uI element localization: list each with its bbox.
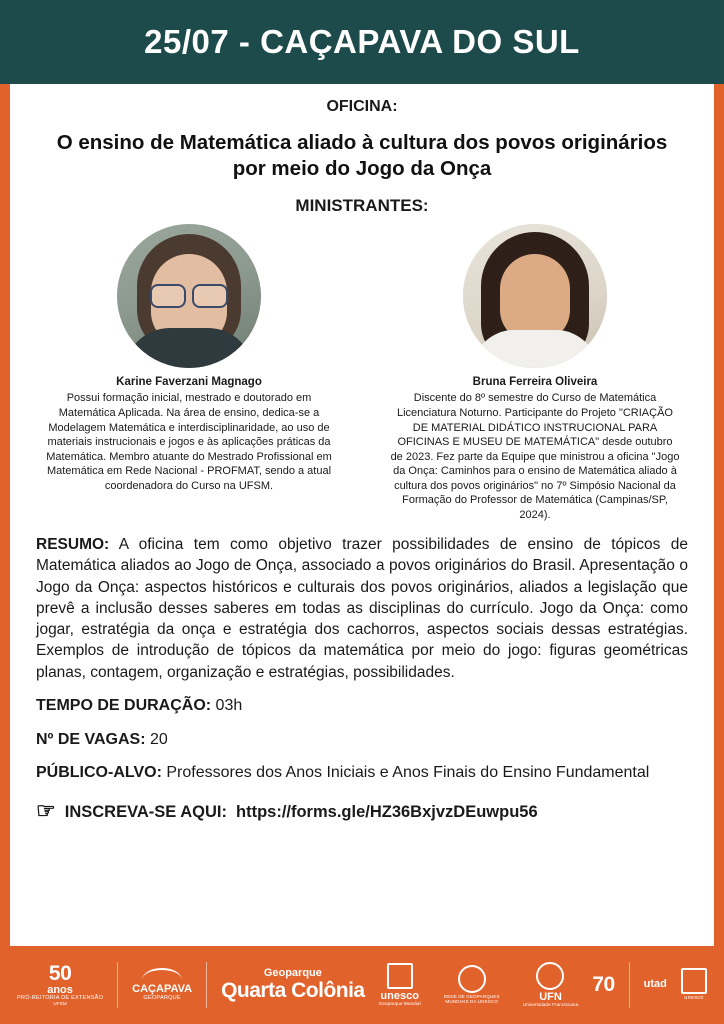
detail-duration bbox=[36, 696, 688, 717]
logo-cacapava-geoparque bbox=[132, 968, 192, 1001]
speaker-card bbox=[44, 224, 334, 493]
speaker-photo-karine bbox=[117, 224, 261, 368]
logo-ufn bbox=[523, 962, 579, 1008]
avatar bbox=[117, 224, 261, 368]
logo-divider bbox=[629, 962, 630, 1008]
logo-global-geoparks-label: REDE DE GEOPARQUES MUNDIAIS DA UNESCO bbox=[443, 994, 500, 1004]
detail-duration-value: 03h bbox=[211, 696, 243, 714]
logo-divider bbox=[117, 962, 118, 1008]
logo-global-geoparks bbox=[435, 965, 509, 1005]
unesco-temple-icon bbox=[387, 963, 413, 989]
wave-icon bbox=[142, 968, 182, 982]
speakers-list bbox=[36, 224, 688, 522]
unesco-temple-icon bbox=[681, 968, 707, 994]
logo-ufsm-name: UFSM bbox=[53, 1001, 67, 1007]
logo-geoparque-title: Geoparque bbox=[263, 967, 322, 980]
detail-vacancies bbox=[36, 730, 688, 751]
logo-ufn-label: UFN bbox=[539, 990, 562, 1003]
speaker-name: Karine Faverzani Magnago bbox=[116, 376, 262, 389]
pointing-hand-icon: ☞ bbox=[36, 798, 56, 824]
globe-icon bbox=[458, 965, 486, 993]
logo-unesco bbox=[379, 963, 421, 1007]
logo-ufsm-number: 50 bbox=[48, 961, 72, 985]
logo-ufsm-50-anos bbox=[17, 963, 103, 1007]
logo-unesco-chair bbox=[681, 968, 707, 1002]
logo-ufsm-subtitle: PRÓ-REITORIA DE EXTENSÃO bbox=[17, 995, 104, 1002]
logo-quarta-colonia: Quarta Colônia bbox=[221, 978, 365, 1002]
speaker-photo-bruna bbox=[463, 224, 607, 368]
logo-cacapava-title: CAÇAPAVA bbox=[132, 983, 193, 996]
logo-unesco-label: unesco bbox=[380, 989, 419, 1002]
label-ministrantes: MINISTRANTES: bbox=[295, 196, 429, 216]
detail-vacancies-value: 20 bbox=[145, 730, 168, 748]
detail-audience bbox=[36, 763, 688, 784]
registration-label: INSCREVA-SE AQUI: bbox=[64, 802, 227, 821]
workshop-title: O ensino de Matemática aliado à cultura dos povos originários por meio do Jogo da Onça bbox=[56, 131, 668, 181]
logo-unesco-sub: Geoparque Mundial bbox=[378, 1001, 421, 1007]
logo-divider bbox=[206, 962, 207, 1008]
logo-cacapava-subtitle: GEOPARQUE bbox=[143, 994, 181, 1001]
poster-header bbox=[0, 0, 724, 84]
registration-link[interactable]: https://forms.gle/HZ36BxjvzDEuwpu56 bbox=[236, 802, 538, 821]
logo-70-number: 70 bbox=[592, 972, 615, 996]
speaker-bio: Discente do 8º semestre do Curso de Matemática Licenciatura Noturno. Participante do Projeto "CRIAÇÃO DE MATERIAL DIDÁTICO INSTRUCIONAL PARA OFICINAS E MUSEU DE MATEMÁTICA" desde outubro de 2023. Fez parte da Equipe que ministrou a oficina "Jogo da Onça: Caminhos para o ensino de Matemática aliado à cultura dos povos originários" no 7º Simpósio Nacional da Formação do Professor de Matemática (Campinas/SP, 2024). bbox=[390, 392, 680, 521]
face-shape bbox=[500, 254, 570, 342]
detail-duration-key: TEMPO DE DURAÇÃO: bbox=[36, 696, 212, 714]
speaker-name: Bruna Ferreira Oliveira bbox=[472, 376, 598, 389]
logo-unesco-chair-label: unesco bbox=[684, 995, 704, 1002]
poster-content bbox=[10, 84, 714, 823]
detail-vacancies-key: Nº DE VAGAS: bbox=[36, 730, 146, 748]
abstract-text: A oficina tem como objetivo trazer possibilidades de ensino de tópicos de Matemática aliados ao Jogo de Onça, associado a povos originários do Brasil. Apresentação o Jogo da Onça: aspectos históricos e culturais dos povos originários, aliados a legislação que prevê a inclusão desses saberes em todas as disciplinas do currículo. Jogo da Onça: como jogar, estratégia da onça e estratégia dos cachorros, aspectos sociais dessas estratégias. Exemplos de introdução de tópicos da matemática por meio do jogo: figuras geométricas planas, contagem, organização e estratégias, possibilidades. bbox=[36, 536, 688, 681]
speaker-bio: Possui formação inicial, mestrado e doutorado em Matemática Aplicada. Na área de ensino, dedica-se a Modelagem Matemática e interdisciplinaridade, ao uso de materiais instrucionais e jogos e às aplicações práticas da Matemática. Membro atuante do Mestrado Profissional em Matemática em Rede Nacional - PROFMAT, sendo a atual coordenadora do Curso na UFSM. bbox=[46, 392, 332, 492]
detail-audience-key: PÚBLICO-ALVO: bbox=[36, 764, 162, 782]
registration-cta[interactable] bbox=[36, 798, 688, 824]
logo-ufsm-anos: anos bbox=[47, 983, 73, 996]
speaker-card bbox=[390, 224, 680, 522]
logo-utad-label: utad bbox=[643, 978, 667, 991]
ufn-shield-icon bbox=[536, 962, 564, 990]
label-oficina: OFICINA: bbox=[326, 98, 398, 115]
logo-geoparque-quarta-colonia bbox=[221, 968, 365, 1002]
logo-70-anos bbox=[592, 974, 614, 996]
abstract-paragraph bbox=[36, 534, 688, 683]
logo-utad bbox=[644, 979, 667, 991]
abstract-label: RESUMO: bbox=[36, 536, 110, 554]
detail-audience-value: Professores dos Anos Iniciais e Anos Finais do Ensino Fundamental bbox=[161, 764, 650, 782]
glasses-icon bbox=[148, 284, 230, 304]
poster-footer bbox=[0, 946, 724, 1024]
logo-ufn-sub: Universidade Franciscana bbox=[522, 1002, 579, 1008]
header-title: 25/07 - CAÇAPAVA DO SUL bbox=[144, 23, 580, 60]
avatar bbox=[463, 224, 607, 368]
